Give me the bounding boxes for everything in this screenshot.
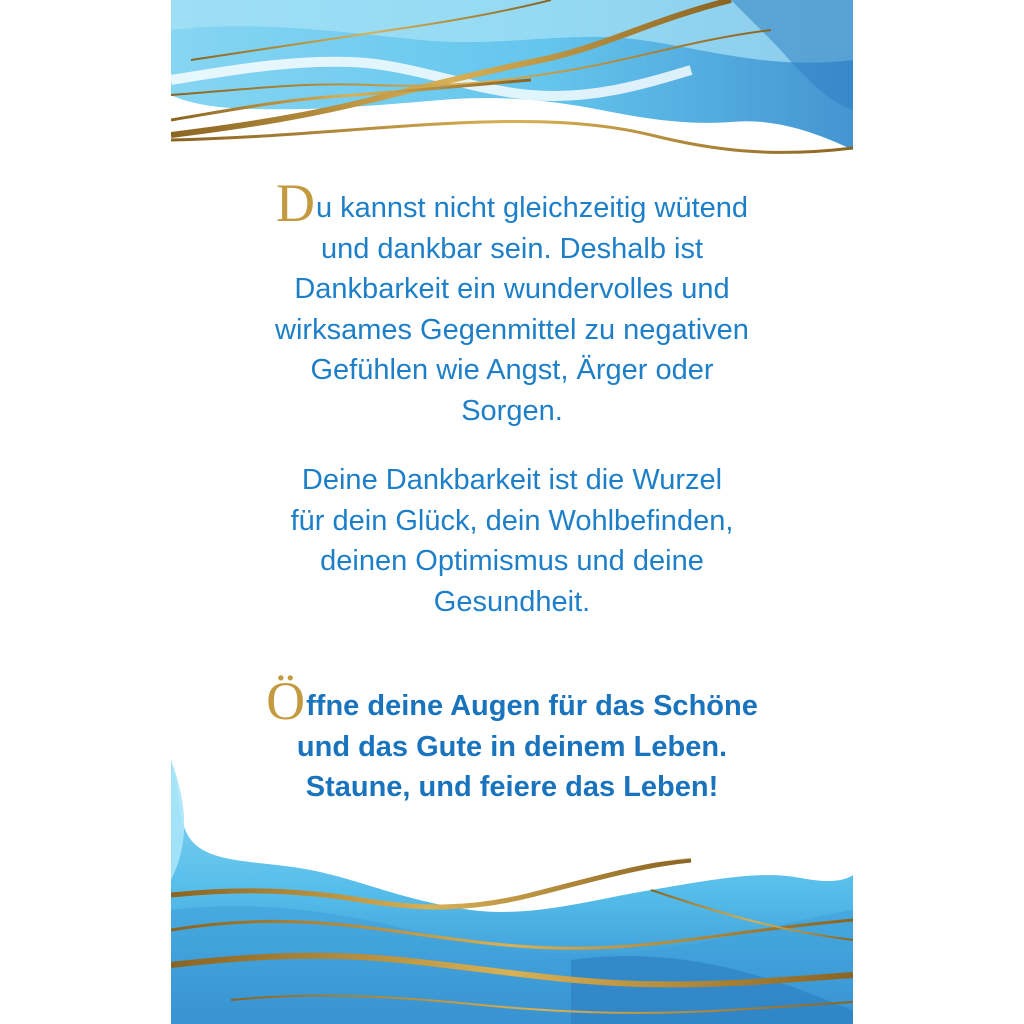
paragraph-1-line [231, 173, 793, 233]
paragraph-1-line: Dankbarkeit ein wundervolles und [294, 273, 730, 305]
paragraph-1-line: und dankbar sein. Deshalb ist [320, 232, 704, 265]
paragraph-2-line: Gesundheit. [433, 585, 591, 618]
paragraph-3-line: und das Gute in deinem Leben. [296, 730, 728, 763]
paragraph-2 [231, 460, 793, 622]
paragraph-1-line: Gefühlen wie Angst, Ärger oder [310, 354, 714, 386]
paragraph-2-line: für dein Glück, dein Wohlbefinden, [290, 504, 734, 537]
paragraph-1-line: Sorgen. [461, 394, 563, 427]
drop-cap-initial: D [275, 173, 315, 233]
top-watercolor-decoration [171, 0, 853, 175]
paragraph-2-line: Deine Dankbarkeit ist die Wurzel [301, 464, 723, 496]
paragraph-1-line-text: u kannst nicht gleichzeitig wütend [315, 192, 749, 224]
paragraph-1 [231, 173, 793, 431]
paragraph-1-line: wirksames Gegenmittel zu negativen [275, 313, 749, 346]
paragraph-3-line-text: ffne deine Augen für das Schöne [306, 690, 758, 722]
paragraph-3-line: Staune, und feiere das Leben! [305, 771, 719, 803]
drop-cap-initial: Ö [266, 671, 306, 731]
card [171, 0, 853, 1024]
paragraph-2-line: deinen Optimismus und deine [320, 545, 704, 577]
bottom-watercolor-decoration [171, 760, 853, 1024]
paragraph-3-line [231, 671, 793, 731]
